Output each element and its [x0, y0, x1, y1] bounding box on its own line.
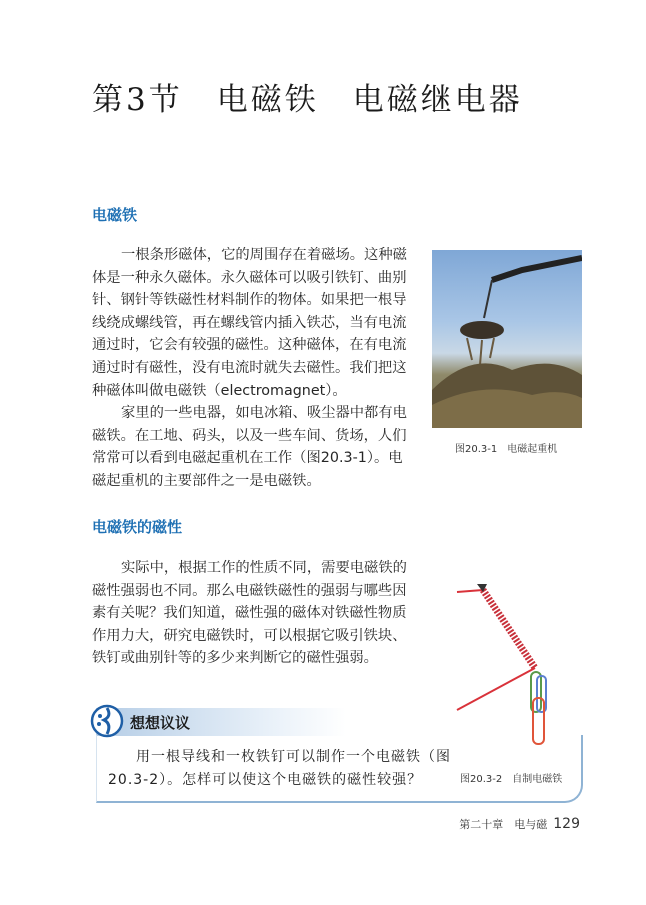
crane-photo — [432, 250, 582, 428]
think-discuss-icon — [90, 704, 124, 738]
text-line: 常常可以看到电磁起重机在工作（图20.3-1）。电 — [92, 450, 403, 467]
figure-caption-homemade: 图20.3-2 自制电磁铁 — [460, 774, 563, 785]
text-line: 通过时，它会有较强的磁性。这种磁体，在有电流 — [92, 337, 407, 354]
text-line: 针、钢针等铁磁性材料制作的物体。如果把一根导 — [92, 292, 407, 309]
text-line: 一根条形磁体，它的周围存在着磁场。这种磁 — [121, 247, 407, 263]
text-line: 作用力大，研究电磁铁时，可以根据它吸引铁块、 — [92, 627, 407, 644]
homemade-electromagnet-illustration — [455, 580, 585, 755]
section-heading-magnetism: 电磁铁的磁性 — [92, 518, 183, 536]
figure-caption-crane: 图20.3-1 电磁起重机 — [455, 444, 558, 455]
text-line: 磁铁。在工地、码头，以及一些车间、货场，人们 — [92, 427, 407, 444]
text-line: 磁性强弱也不同。那么电磁铁磁性的强弱与哪些因 — [92, 582, 407, 599]
page-footer — [459, 816, 580, 832]
text-line: 种磁体叫做电磁铁（electromagnet）。 — [92, 382, 347, 399]
text-line: 体是一种永久磁体。永久磁体可以吸引铁钉、曲别 — [92, 269, 407, 286]
text-line: 素有关呢？我们知道，磁性强的磁体对铁磁性物质 — [92, 605, 407, 622]
text-line: 磁起重机的主要部件之一是电磁铁。 — [92, 472, 321, 489]
text-line: 线绕成螺线管，再在螺线管内插入铁芯，当有电流 — [92, 314, 407, 331]
page-title: 第3节 电磁铁 电磁继电器 — [92, 82, 523, 118]
discussion-text — [108, 746, 451, 792]
page-number: 129 — [553, 816, 580, 832]
section-heading-electromagnet: 电磁铁 — [92, 206, 138, 224]
text-line: 通过时有磁性，没有电流时就失去磁性。我们把这 — [92, 359, 407, 376]
chapter-label: 第二十章 电与磁 — [459, 818, 548, 831]
text-line: 实际中，根据工作的性质不同，需要电磁铁的 — [121, 560, 407, 576]
text-line: 20.3-2）。怎样可以使这个电磁铁的磁性较强？ — [108, 772, 423, 788]
section-electromagnet-text — [92, 244, 414, 493]
text-line: 用一根导线和一枚铁钉可以制作一个电磁铁（图 — [136, 749, 451, 765]
discussion-title: 想想议议 — [130, 714, 191, 732]
text-line: 家里的一些电器，如电冰箱、吸尘器中都有电 — [121, 405, 407, 422]
section-magnetism-text — [92, 557, 414, 670]
text-line: 铁钉或曲别针等的多少来判断它的磁性强弱。 — [92, 650, 378, 667]
